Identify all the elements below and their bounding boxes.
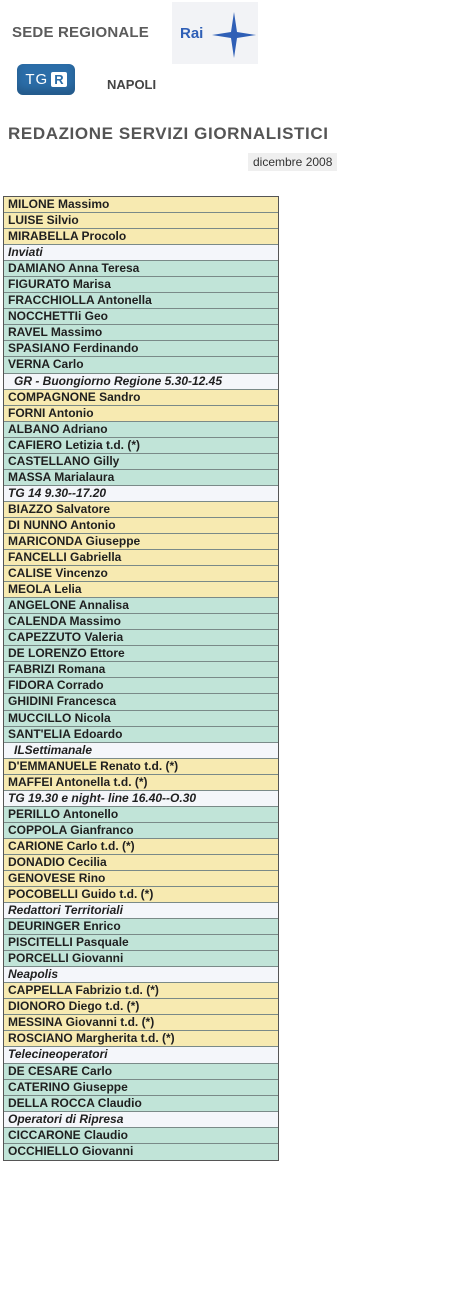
- staff-row: NOCCHETTIi Geo: [4, 309, 278, 325]
- staff-row: FIDORA Corrado: [4, 678, 278, 694]
- staff-row: LUISE Silvio: [4, 213, 278, 229]
- staff-row: MEOLA Lelia: [4, 582, 278, 598]
- city-label: NAPOLI: [107, 77, 157, 92]
- staff-row: PISCITELLI Pasquale: [4, 935, 278, 951]
- staff-row: OCCHIELLO Giovanni: [4, 1144, 278, 1160]
- section-header-row: ILSettimanale: [4, 743, 278, 759]
- staff-table: [3, 196, 279, 1161]
- staff-row: CASTELLANO Gilly: [4, 454, 278, 470]
- rai-logo-text: Rai: [180, 25, 204, 42]
- staff-row: CALENDA Massimo: [4, 614, 278, 630]
- staff-row: CAPPELLA Fabrizio t.d. (*): [4, 983, 278, 999]
- staff-row: MILONE Massimo: [4, 197, 278, 213]
- staff-row: POCOBELLI Guido t.d. (*): [4, 887, 278, 903]
- page-title: REDAZIONE SERVIZI GIORNALISTICI: [8, 124, 329, 143]
- staff-row: MARICONDA Giuseppe: [4, 534, 278, 550]
- staff-row: MESSINA Giovanni t.d. (*): [4, 1015, 278, 1031]
- document-header: [0, 0, 470, 190]
- section-header-row: Operatori di Ripresa: [4, 1112, 278, 1128]
- staff-row: CAFIERO Letizia t.d. (*): [4, 438, 278, 454]
- staff-row: GHIDINI Francesca: [4, 694, 278, 710]
- staff-row: CICCARONE Claudio: [4, 1128, 278, 1144]
- staff-row: FIGURATO Marisa: [4, 277, 278, 293]
- staff-row: BIAZZO Salvatore: [4, 502, 278, 518]
- staff-row: PORCELLI Giovanni: [4, 951, 278, 967]
- section-header-row: Telecineoperatori: [4, 1047, 278, 1063]
- staff-row: SPASIANO Ferdinando: [4, 341, 278, 357]
- staff-row: FABRIZI Romana: [4, 662, 278, 678]
- rai-star-icon: [212, 12, 256, 58]
- section-header-row: TG 19.30 e night- line 16.40--O.30: [4, 791, 278, 807]
- sede-regionale-label: SEDE REGIONALE: [12, 24, 149, 41]
- tgr-logo-r: R: [51, 72, 66, 87]
- staff-row: DAMIANO Anna Teresa: [4, 261, 278, 277]
- rai-logo: [172, 2, 258, 64]
- staff-row: COPPOLA Gianfranco: [4, 823, 278, 839]
- staff-row: DI NUNNO Antonio: [4, 518, 278, 534]
- staff-row: PERILLO Antonello: [4, 807, 278, 823]
- staff-row: GENOVESE Rino: [4, 871, 278, 887]
- section-header-row: GR - Buongiorno Regione 5.30-12.45: [4, 374, 278, 390]
- staff-row: MUCCILLO Nicola: [4, 711, 278, 727]
- staff-row: VERNA Carlo: [4, 357, 278, 373]
- staff-row: SANT'ELIA Edoardo: [4, 727, 278, 743]
- staff-row: DONADIO Cecilia: [4, 855, 278, 871]
- staff-row: FORNI Antonio: [4, 406, 278, 422]
- staff-row: D'EMMANUELE Renato t.d. (*): [4, 759, 278, 775]
- section-header-row: Neapolis: [4, 967, 278, 983]
- staff-row: FANCELLI Gabriella: [4, 550, 278, 566]
- section-header-row: Inviati: [4, 245, 278, 261]
- staff-row: MASSA Marialaura: [4, 470, 278, 486]
- staff-row: DIONORO Diego t.d. (*): [4, 999, 278, 1015]
- staff-row: DEURINGER Enrico: [4, 919, 278, 935]
- document-date: dicembre 2008: [248, 153, 337, 171]
- staff-row: ANGELONE Annalisa: [4, 598, 278, 614]
- staff-row: CATERINO Giuseppe: [4, 1080, 278, 1096]
- staff-row: ROSCIANO Margherita t.d. (*): [4, 1031, 278, 1047]
- staff-row: DELLA ROCCA Claudio: [4, 1096, 278, 1112]
- staff-row: CAPEZZUTO Valeria: [4, 630, 278, 646]
- staff-row: COMPAGNONE Sandro: [4, 390, 278, 406]
- staff-row: MAFFEI Antonella t.d. (*): [4, 775, 278, 791]
- staff-row: ALBANO Adriano: [4, 422, 278, 438]
- tgr-logo-tg: TG: [25, 71, 49, 88]
- section-header-row: Redattori Territoriali: [4, 903, 278, 919]
- staff-row: CARIONE Carlo t.d. (*): [4, 839, 278, 855]
- staff-row: CALISE Vincenzo: [4, 566, 278, 582]
- section-header-row: TG 14 9.30--17.20: [4, 486, 278, 502]
- staff-row: DE CESARE Carlo: [4, 1064, 278, 1080]
- tgr-logo: [17, 64, 75, 95]
- staff-row: MIRABELLA Procolo: [4, 229, 278, 245]
- staff-row: RAVEL Massimo: [4, 325, 278, 341]
- staff-row: DE LORENZO Ettore: [4, 646, 278, 662]
- staff-row: FRACCHIOLLA Antonella: [4, 293, 278, 309]
